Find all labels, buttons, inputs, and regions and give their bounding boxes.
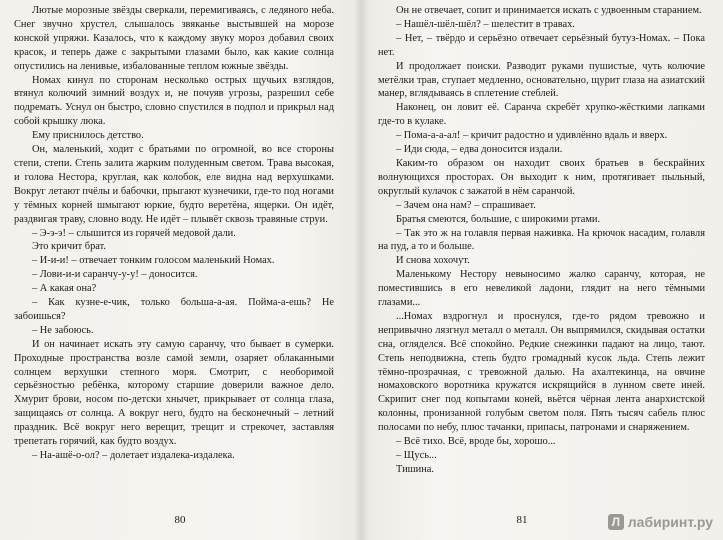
- paragraph: Ему приснилось детство.: [32, 130, 144, 142]
- paragraph: Тишина.: [396, 463, 434, 475]
- paragraph: И он начинает искать эту самую саранчу, что бывает в сумерки. Проходные пространства возле самой земли, озаряет облаканными солнцем верхушки степного моря. Смотрит, с необоримой серьёзностью ребёнка, которому старшие доверили важное дело. Хмурит брови, носом по-детски хнычет, прикрывает от солнца глаза, защищаясь от солнца. А вокруг него, будто на бесконечный – летний праздник. Всё вокруг него верещит, трещит и стрекочет, заставляя трепетать горячий, как будто воздух.: [14, 338, 334, 448]
- labirint-logo-icon: Л: [608, 514, 624, 530]
- paragraph: Наконец, он ловит её. Саранча скребёт хрупко-жёсткими лапками где-то в кулаке.: [378, 102, 705, 128]
- page-number-left: 80: [174, 514, 186, 526]
- page-number-right: 81: [516, 514, 528, 526]
- paragraph: Номах кинул по сторонам несколько острых щучьих взглядов, втянул колючий зимний воздух и, не почуяв угрозы, разрешил себе подремать. Уснул он быстро, словно спустился в подпол и прикрыл над собой крышку люка.: [14, 74, 334, 128]
- paragraph: – Нашёл-шёл-шёл? – шелестит в травах.: [396, 18, 575, 30]
- paragraph: Он не отвечает, сопит и принимается искать с удвоенным старанием.: [396, 5, 702, 16]
- paragraph: И продолжает поиски. Разводит руками пушистые, чуть колючие метёлки трав, ступает медленно, основательно, щурит глаза на азиатский манер, вглядываясь в сплетение стеблей.: [378, 60, 705, 100]
- paragraph: ...Номах вздрогнул и проснулся, где-то рядом тревожно и непривычно лязгнул металл о металл. Он выпрямился, скидывая остатки сна, огляделся. Всё спокойно. Редкие снежинки падают на лицо, тают. Степь неподвижна, степь будто громадный кусок льда. Степь лежит тёмно-прозрачная, с тревожной далью. На ахалтекинца, на овчине номаховского воротника кружатся искрящийся в лунном свете иней. Скрипит снег под копытами коней, вьётся чёрная лента анархистской колонны, пронизанной голубым светом поля. Пять тысяч сабель плюс полосами по небу, плюс тачанки, припасы, патронами и снаряжением.: [378, 310, 705, 434]
- right-page: [362, 4, 723, 540]
- paragraph: Братья смеются, большие, с широкими ртами.: [396, 213, 601, 225]
- paragraph: – Нет, – твёрдо и серьёзно отвечает серьёзный бутуз-Номах. – Пока нет.: [378, 32, 705, 58]
- paragraph: – Иди сюда, – едва доносится издали.: [396, 144, 563, 156]
- paragraph: Каким-то образом он находит своих братьев в бескрайних волнующихся просторах. Он выходит к ним, протягивает пыльный, округлый кулачок с зажатой в нём саранчой.: [378, 157, 705, 197]
- paragraph: Он, маленький, ходит с братьями по огромной, во все стороны степи, степи. Степь залита жарким полуденным светом. Трава высокая, и голова Нестора, круглая, как колобок, еле видна над верхушками. Вокруг летают пчёлы и бабочки, прыгают кузнечики, где-то под ногами у тёмных корней шмыгают юркие, будто веретёна, ящерки. Он идёт, раздвигая траву, словно воду. Не идёт – плывёт сквозь травяные струи.: [14, 144, 334, 225]
- paragraph: – А какая она?: [32, 283, 97, 295]
- paragraph: – Как кузне-е-чик, только больша-а-ая. Пойма-а-ешь? Не забоишься?: [14, 297, 334, 322]
- paragraph: – На-ашё-о-ол? – долетает издалека-издалека.: [32, 450, 235, 461]
- paragraph: – Пома-а-а-ал! – кричит радостно и удивлённо вдаль и вверх.: [396, 130, 668, 142]
- paragraph: – Э-э-э! – слышится из горячей медовой дали.: [32, 227, 236, 239]
- paragraph: – Не забоюсь.: [32, 324, 94, 336]
- right-page-text: [378, 4, 705, 477]
- left-page: [0, 4, 360, 540]
- paragraph: – И-и-и! – отвечает тонким голосом маленький Номах.: [32, 255, 275, 267]
- watermark-text: лабиринт.ру: [627, 514, 713, 530]
- paragraph: Маленькому Нестору невыносимо жалко саранчу, которая, не поместившись в его невеликой ладони, глядит на него тёмными глазами...: [378, 269, 705, 309]
- paragraph: Это кричит брат.: [32, 241, 106, 253]
- paragraph: – Так это ж на голавля первая наживка. На крючок насадим, голавля на пуд, а то и больше.: [378, 227, 705, 253]
- watermark: [608, 514, 713, 530]
- paragraph: И снова хохочут.: [396, 255, 470, 267]
- paragraph: Лютые морозные звёзды сверкали, перемигиваясь, с ледяного неба. Снег звучно хрустел, слышалось звяканье выстывшей на морозе конской упряжи. Казалось, что к каждому звуку мороз добавил своих красок, и теперь даже с закрытыми глазами было, как какие солнца опустились на ленивые, избалованные теплом южные звёзды.: [14, 5, 334, 72]
- paragraph: – Зачем она нам? – спрашивает.: [396, 199, 536, 211]
- paragraph: – Всё тихо. Всё, вроде бы, хорошо...: [396, 436, 556, 448]
- left-page-text: [14, 4, 334, 463]
- paragraph: – Лови-и-и саранчу-у-у! – доносится.: [32, 269, 198, 281]
- paragraph: – Щусь...: [396, 450, 437, 461]
